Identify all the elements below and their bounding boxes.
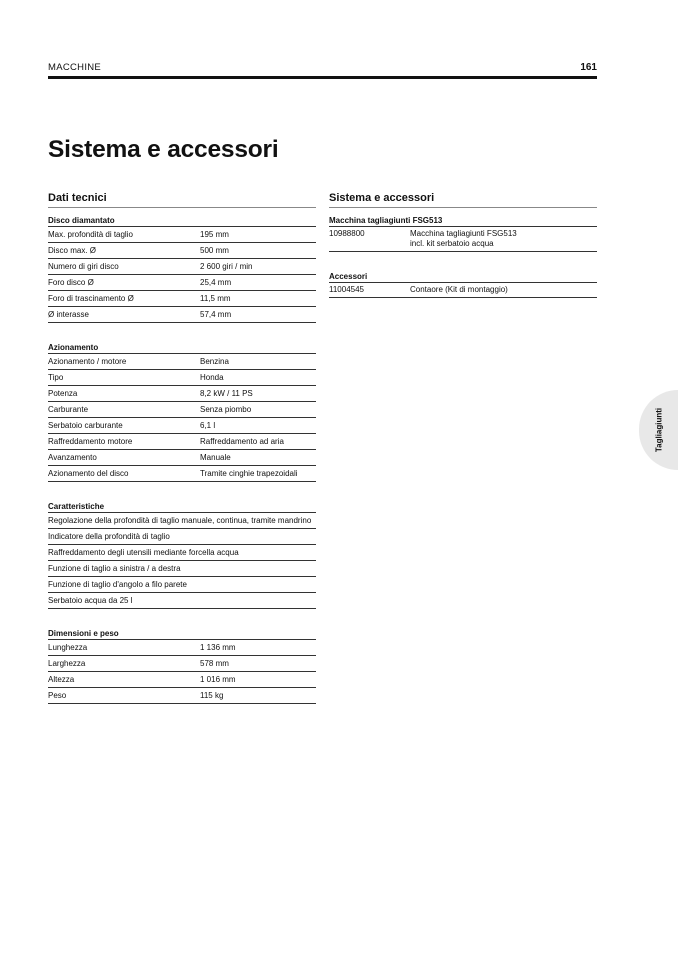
side-tab-label: Tagliagiunti <box>654 407 663 453</box>
row-value: 6,1 l <box>200 421 216 430</box>
table-row <box>48 291 316 307</box>
group-title: Azionamento <box>48 340 316 354</box>
row-value: Manuale <box>200 453 231 462</box>
feature-text: Funzione di taglio a sinistra / a destra <box>48 564 181 573</box>
row-label: Serbatoio carburante <box>48 421 123 430</box>
feature-text: Raffreddamento degli utensili mediante forcella acqua <box>48 548 239 557</box>
table-row <box>48 259 316 275</box>
table-row <box>48 402 316 418</box>
row-value: 57,4 mm <box>200 310 232 319</box>
table-row <box>48 466 316 482</box>
article-code: 10988800 <box>329 229 365 238</box>
row-value: Honda <box>200 373 224 382</box>
table-row <box>48 450 316 466</box>
row-value: 8,2 kW / 11 PS <box>200 389 253 398</box>
list-item <box>48 593 316 609</box>
article-code: 11004545 <box>329 285 364 294</box>
table-row <box>48 386 316 402</box>
row-value: Raffreddamento ad aria <box>200 437 284 446</box>
article-description <box>410 285 597 295</box>
row-label: Larghezza <box>48 659 86 668</box>
row-label: Peso <box>48 691 67 700</box>
system-accessories-column <box>329 191 597 315</box>
row-value: Tramite cinghie trapezoidali <box>200 469 298 478</box>
article-description <box>410 229 597 249</box>
table-row <box>329 227 597 252</box>
page-number: 161 <box>580 62 597 73</box>
list-item <box>48 513 316 529</box>
list-item <box>48 529 316 545</box>
feature-text: Funzione di taglio d'angolo a filo parete <box>48 580 187 589</box>
group-machine <box>329 213 597 252</box>
table-row <box>48 640 316 656</box>
group-title: Caratteristiche <box>48 499 316 513</box>
row-value: 25,4 mm <box>200 278 232 287</box>
table-row <box>48 672 316 688</box>
row-value: 578 mm <box>200 659 229 668</box>
row-label: Tipo <box>48 373 64 382</box>
row-label: Foro disco Ø <box>48 278 94 287</box>
feature-text: Serbatoio acqua da 25 l <box>48 596 133 605</box>
page-title: Sistema e accessori <box>48 136 279 163</box>
row-value: 1 136 mm <box>200 643 236 652</box>
section-label: MACCHINE <box>48 62 102 73</box>
row-label: Disco max. Ø <box>48 246 97 255</box>
table-row <box>48 434 316 450</box>
row-label: Avanzamento <box>48 453 97 462</box>
list-item <box>48 545 316 561</box>
row-value: 1 016 mm <box>200 675 236 684</box>
technical-data-column <box>48 191 316 721</box>
table-row <box>48 354 316 370</box>
table-row <box>48 370 316 386</box>
group-title: Disco diamantato <box>48 213 316 227</box>
group-diamond-blade <box>48 213 316 323</box>
row-label: Numero di giri disco <box>48 262 119 271</box>
row-value: 500 mm <box>200 246 229 255</box>
technical-data-heading: Dati tecnici <box>48 191 316 208</box>
header-rule <box>48 76 597 79</box>
group-title: Dimensioni e peso <box>48 626 316 640</box>
table-row <box>48 656 316 672</box>
feature-text: Indicatore della profondità di taglio <box>48 532 170 541</box>
group-title: Accessori <box>329 269 597 283</box>
side-tab <box>639 390 678 470</box>
table-row <box>48 418 316 434</box>
group-drive <box>48 340 316 482</box>
row-label: Raffreddamento motore <box>48 437 133 446</box>
group-accessories <box>329 269 597 298</box>
row-value: 195 mm <box>200 230 229 239</box>
description-line: Macchina tagliagiunti FSG513 <box>410 229 517 238</box>
row-label: Ø interasse <box>48 310 89 319</box>
row-value: 11,5 mm <box>200 294 231 303</box>
table-row <box>48 688 316 704</box>
list-item <box>48 561 316 577</box>
group-dimensions-weight <box>48 626 316 704</box>
table-row <box>48 307 316 323</box>
row-value: 115 kg <box>200 691 224 700</box>
row-label: Potenza <box>48 389 78 398</box>
row-label: Lunghezza <box>48 643 88 652</box>
description-line: Contaore (Kit di montaggio) <box>410 285 508 294</box>
system-accessories-heading: Sistema e accessori <box>329 191 597 208</box>
row-label: Foro di trascinamento Ø <box>48 294 134 303</box>
list-item <box>48 577 316 593</box>
row-label: Azionamento del disco <box>48 469 129 478</box>
group-title: Macchina tagliagiunti FSG513 <box>329 213 597 227</box>
feature-text: Regolazione della profondità di taglio manuale, continua, tramite mandrino <box>48 516 312 525</box>
row-value: Senza piombo <box>200 405 252 414</box>
row-label: Max. profondità di taglio <box>48 230 133 239</box>
description-line: incl. kit serbatoio acqua <box>410 239 494 248</box>
row-label: Azionamento / motore <box>48 357 127 366</box>
table-row <box>329 283 597 298</box>
row-label: Altezza <box>48 675 75 684</box>
group-features <box>48 499 316 609</box>
table-row <box>48 275 316 291</box>
page-header <box>48 62 597 76</box>
row-label: Carburante <box>48 405 89 414</box>
table-row <box>48 243 316 259</box>
row-value: 2 600 giri / min <box>200 262 253 271</box>
row-value: Benzina <box>200 357 229 366</box>
table-row <box>48 227 316 243</box>
